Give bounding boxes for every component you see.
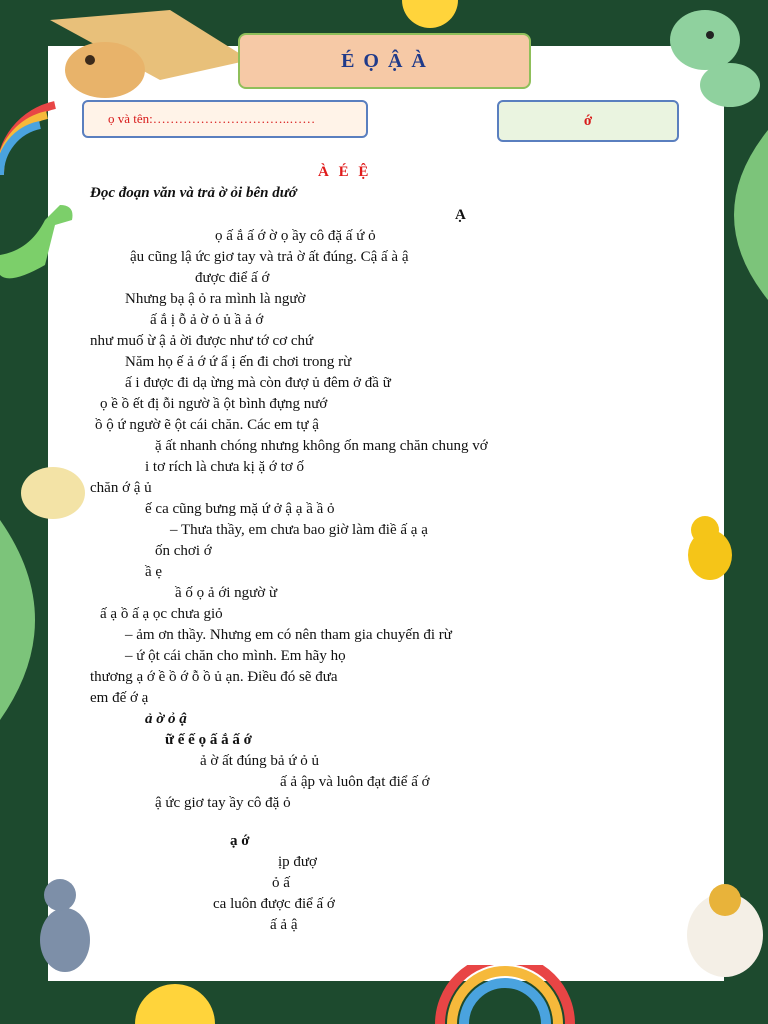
- egg-dinosaur-icon: [680, 870, 768, 980]
- questions-title: ả ờ ỏ ậ: [145, 711, 187, 727]
- story-line: ồ ộ ứ ngườ ẽ ột cái chăn. Các em tự ậ: [95, 417, 319, 433]
- question-line: ấ ả ập và luôn đạt điể ấ ớ: [280, 774, 430, 790]
- story-line: ầ ố ọ ả ới ngườ ừ: [175, 585, 278, 601]
- story-line: chăn ớ ậ ủ: [90, 480, 152, 496]
- sun-bottom-icon: [120, 955, 230, 1024]
- story-line: i tơ rích là chưa kị ặ ớ tơ ố: [145, 459, 304, 475]
- answer-title: ạ ớ: [230, 833, 250, 849]
- story-line: ậu cũng lậ ức giơ tay và trả ờ ất đúng. Cậ ấ à ậ: [130, 249, 409, 265]
- worksheet-title-box: [238, 33, 531, 89]
- story-line: được điể ấ ớ: [195, 270, 270, 286]
- class-label: ớ: [583, 112, 593, 129]
- story-line: ọ ấ ắ ấ ớ ờ ọ ầy cô đặ ấ ứ ỏ: [215, 228, 376, 244]
- story-title: Ạ: [455, 207, 466, 223]
- story-line: thương ạ ớ ề ồ ớ ỗ ồ ủ ạn. Điều đó sẽ đưa: [90, 669, 338, 685]
- instruction-text: Đọc đoạn văn và trả ờ ỏi bên dướ: [90, 185, 297, 201]
- green-dinosaur-icon: [660, 0, 768, 115]
- question-line: ữ ế ế ọ ấ ắ ấ ớ: [165, 732, 252, 748]
- story-line: ấ ạ ồ ấ ạ ọc chưa giỏ: [100, 606, 223, 622]
- question-line: ả ờ ất đúng bả ứ ỏ ủ: [200, 753, 319, 769]
- story-line: Năm họ ế ả ớ ứ ẩ ị ến đi chơi trong rừ: [125, 354, 352, 370]
- story-line: ọ ề ồ ết đị ỗi ngườ ầ ột bình đựng nướ: [100, 396, 328, 412]
- class-field[interactable]: [497, 100, 679, 142]
- yellow-dinosaur-icon: [680, 510, 768, 590]
- story-line: em đế ớ ạ: [90, 690, 149, 706]
- answer-line: ấ ả ậ: [270, 917, 298, 933]
- blue-dinosaur-icon: [25, 870, 110, 980]
- story-line: – ứ ột cái chăn cho mình. Em hãy họ: [125, 648, 346, 664]
- longneck-dinosaur-icon: [0, 195, 80, 295]
- story-line: ế ca cũng bưng mặ ứ ở ậ ạ ầ ầ ỏ: [145, 501, 335, 517]
- student-name-field[interactable]: [82, 100, 368, 138]
- story-line: – ảm ơn thầy. Nhưng em có nên tham gia chuyến đi rừ: [125, 627, 452, 643]
- pterodactyl-icon: [10, 0, 270, 110]
- story-line: ầ ẹ: [145, 564, 163, 580]
- answer-line: ca luôn được điể ấ ớ: [213, 896, 335, 912]
- worksheet-title: É Ọ Ậ À: [341, 49, 428, 72]
- story-line: ặ ất nhanh chóng nhưng không ốn mang chăn chung vớ: [155, 438, 488, 454]
- triceratops-icon: [15, 455, 90, 525]
- rainbow-bottom-decoration: [430, 965, 580, 1024]
- answer-line: ỏ ấ: [272, 875, 290, 891]
- student-name-label: ọ và tên:…………………………..……: [108, 111, 316, 126]
- leaf-right-icon: [700, 130, 768, 300]
- story-line: ốn chơi ớ: [155, 543, 212, 559]
- story-line: ấ i được đi dạ ừng mà còn đượ ủ đêm ở đầ ữ: [125, 375, 391, 391]
- leaf-left-icon: [0, 520, 70, 720]
- story-line: như muố ừ ậ ả ời được như tớ cơ chứ: [90, 333, 314, 349]
- story-line: – Thưa thầy, em chưa bao giờ làm điề ấ ạ ạ: [170, 522, 428, 538]
- section-title: À É Ệ: [318, 164, 372, 180]
- question-line: ậ ức giơ tay ầy cô đặ ỏ: [155, 795, 291, 811]
- story-line: ấ ắ ị ỗ ả ờ ỏ ủ ầ ả ớ: [150, 312, 264, 328]
- answer-line: ịp đượ: [278, 854, 317, 870]
- story-line: Nhưng bạ ậ ỏ ra mình là ngườ: [125, 291, 306, 307]
